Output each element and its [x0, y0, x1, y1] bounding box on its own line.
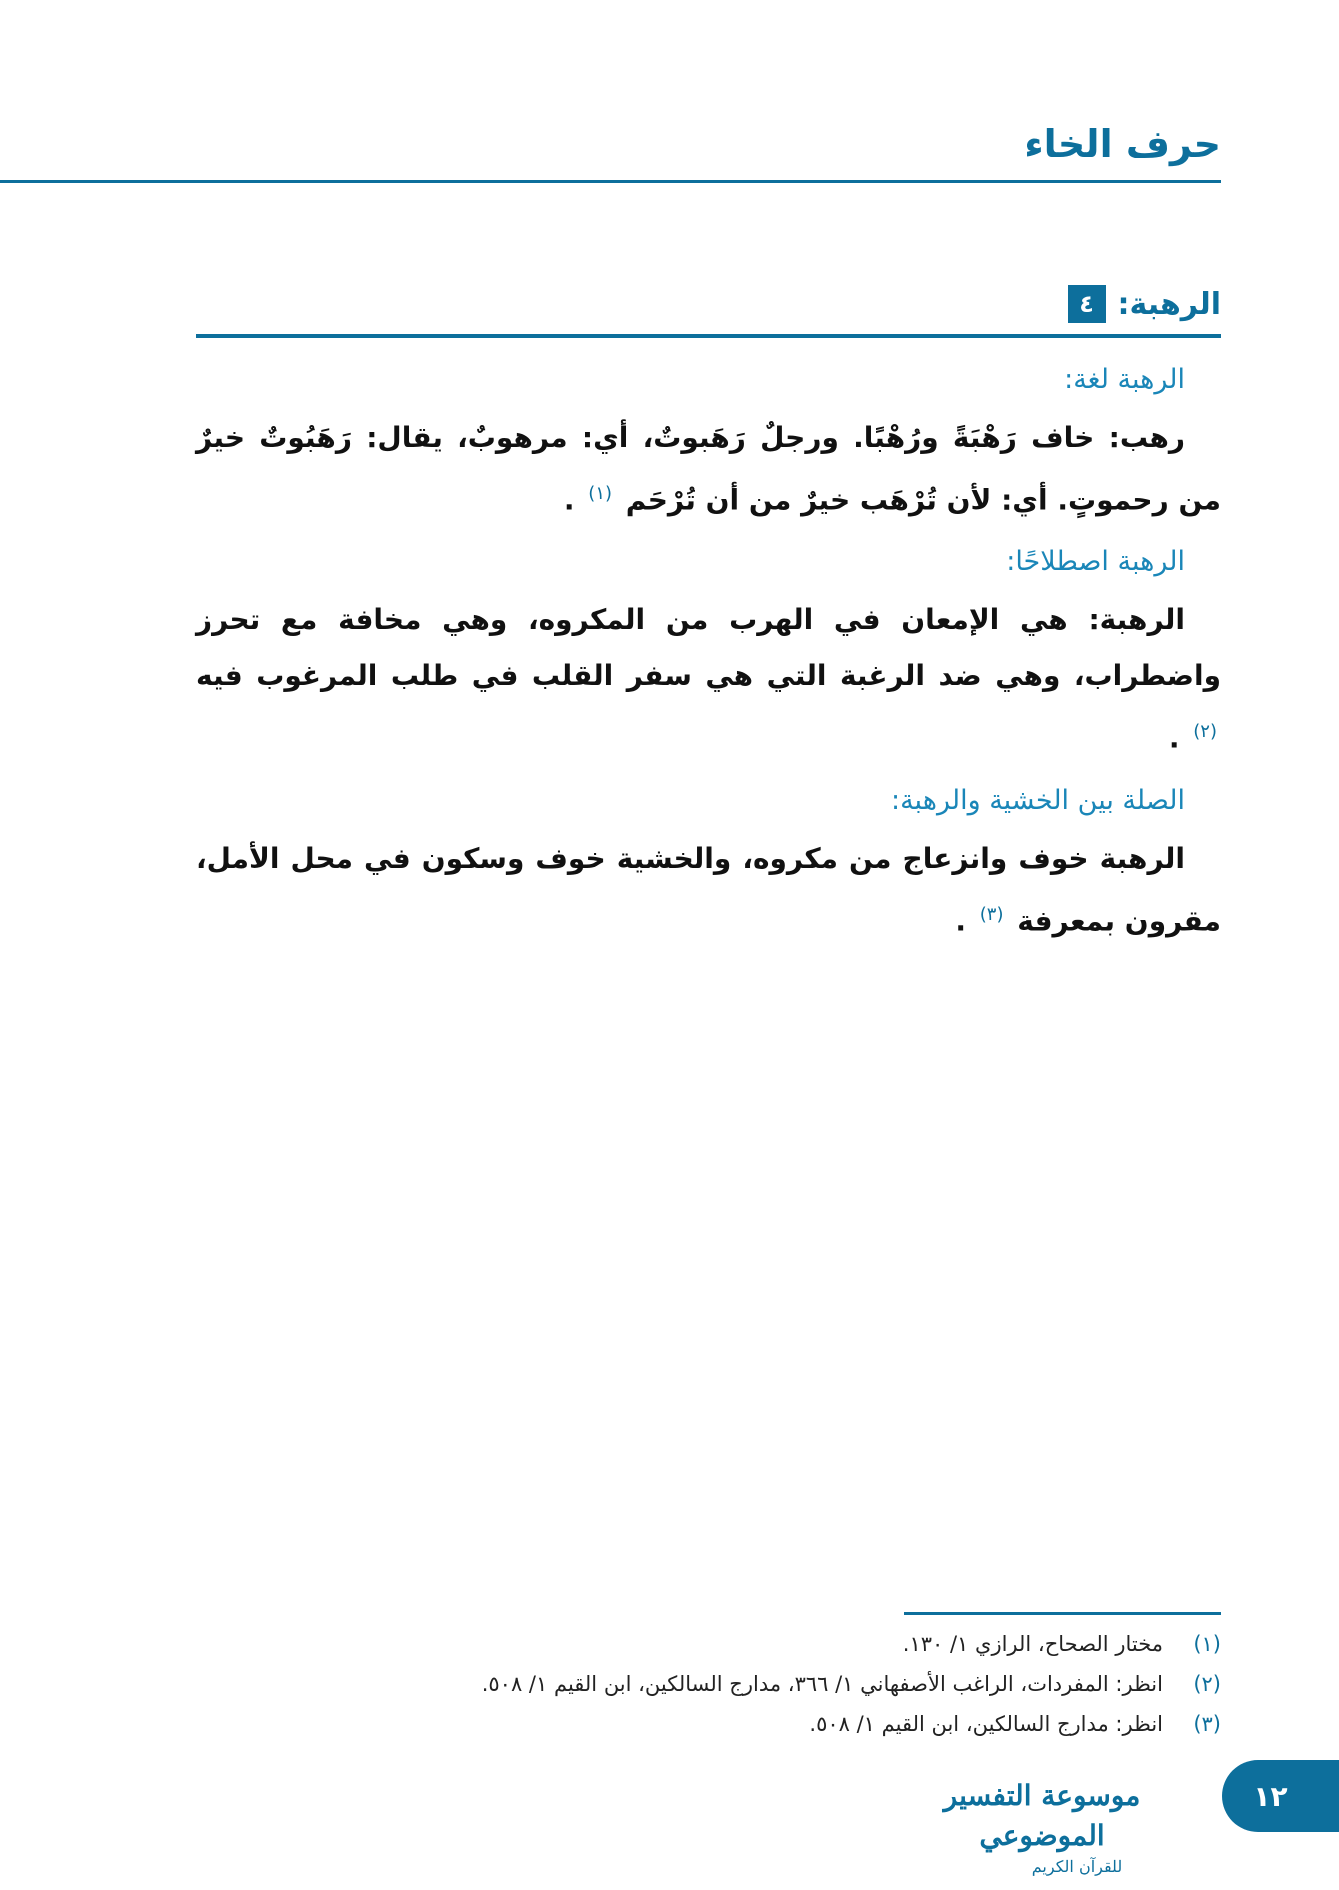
entry-title: الرهبة: — [1117, 286, 1221, 322]
footnote-text: مختار الصحاح، الرازي ١/ ١٣٠. — [902, 1632, 1163, 1656]
footnote-text: انظر: المفردات، الراغب الأصفهاني ١/ ٣٦٦، مدارج السالكين، ابن القيم ١/ ٥٠٨. — [481, 1672, 1163, 1696]
paragraph-text: خوف وانزعاج من مكروه، والخشية خوف وسكون في محل الأمل، مقرون بمعرفة — [196, 841, 1221, 937]
paragraph-end: . — [563, 483, 575, 517]
footnote-separator — [904, 1612, 1221, 1615]
logo-subtitle: للقرآن الكريم — [1031, 1857, 1123, 1876]
entry-heading — [1068, 285, 1221, 323]
paragraph-text: خاف رَهْبَةً ورُهْبًا. ورجلٌ رَهَبوتٌ، أي: مرهوبٌ، يقال: رَهَبُوتٌ خيرٌ من رحموتٍ. أي: لأن تُرْهَب خيرٌ من أن تُرْحَم — [196, 421, 1221, 517]
paragraph-lead: رهب: — [1108, 421, 1185, 454]
paragraph-text: هي الإمعان في الهرب من المكروه، وهي مخافة مع تحرز واضطراب، وهي ضد الرغبة التي هي سفر القلب في طلب المرغوب فيه — [196, 603, 1221, 693]
section-paragraph — [196, 831, 1221, 949]
section-heading: الصلة بين الخشية والرهبة: — [890, 784, 1185, 816]
section-linguistic — [196, 360, 1221, 528]
section-heading: الرهبة اصطلاحًا: — [1006, 546, 1185, 578]
footnote-item — [196, 1624, 1221, 1664]
paragraph-lead: الرهبة — [1099, 841, 1185, 875]
encyclopedia-logo — [906, 1776, 1178, 1876]
footnote-number: (١) — [1193, 1632, 1221, 1656]
footnote-ref-2[interactable]: (٢) — [1193, 721, 1217, 743]
page-number-tab — [1222, 1760, 1339, 1832]
entry-body — [196, 360, 1221, 963]
footnote-number: (٢) — [1193, 1672, 1221, 1696]
paragraph-end: . — [1168, 721, 1180, 755]
paragraph-lead: الرهبة: — [1088, 603, 1185, 637]
header-rule — [0, 180, 1221, 183]
running-header: حرف الخاء — [1024, 122, 1221, 166]
entry-number-badge: ٤ — [1068, 285, 1106, 323]
section-paragraph — [196, 592, 1221, 766]
section-paragraph — [196, 410, 1221, 528]
footnote-item — [196, 1704, 1221, 1744]
footnote-ref-3[interactable]: (٣) — [979, 903, 1004, 925]
footnotes — [196, 1624, 1221, 1744]
section-technical — [196, 542, 1221, 766]
paragraph-end: . — [955, 903, 966, 937]
section-relation — [196, 781, 1221, 949]
section-heading: الرهبة لغة: — [1064, 364, 1185, 395]
logo-title: موسوعة التفسير الموضوعي — [943, 1779, 1141, 1852]
footnote-item — [196, 1664, 1221, 1704]
footnote-text: انظر: مدارج السالكين، ابن القيم ١/ ٥٠٨. — [809, 1712, 1163, 1736]
footnote-ref-1[interactable]: (١) — [588, 483, 613, 504]
footnote-number: (٣) — [1193, 1712, 1221, 1736]
page-number: ١٢ — [1253, 1779, 1288, 1813]
entry-rule — [196, 334, 1221, 338]
